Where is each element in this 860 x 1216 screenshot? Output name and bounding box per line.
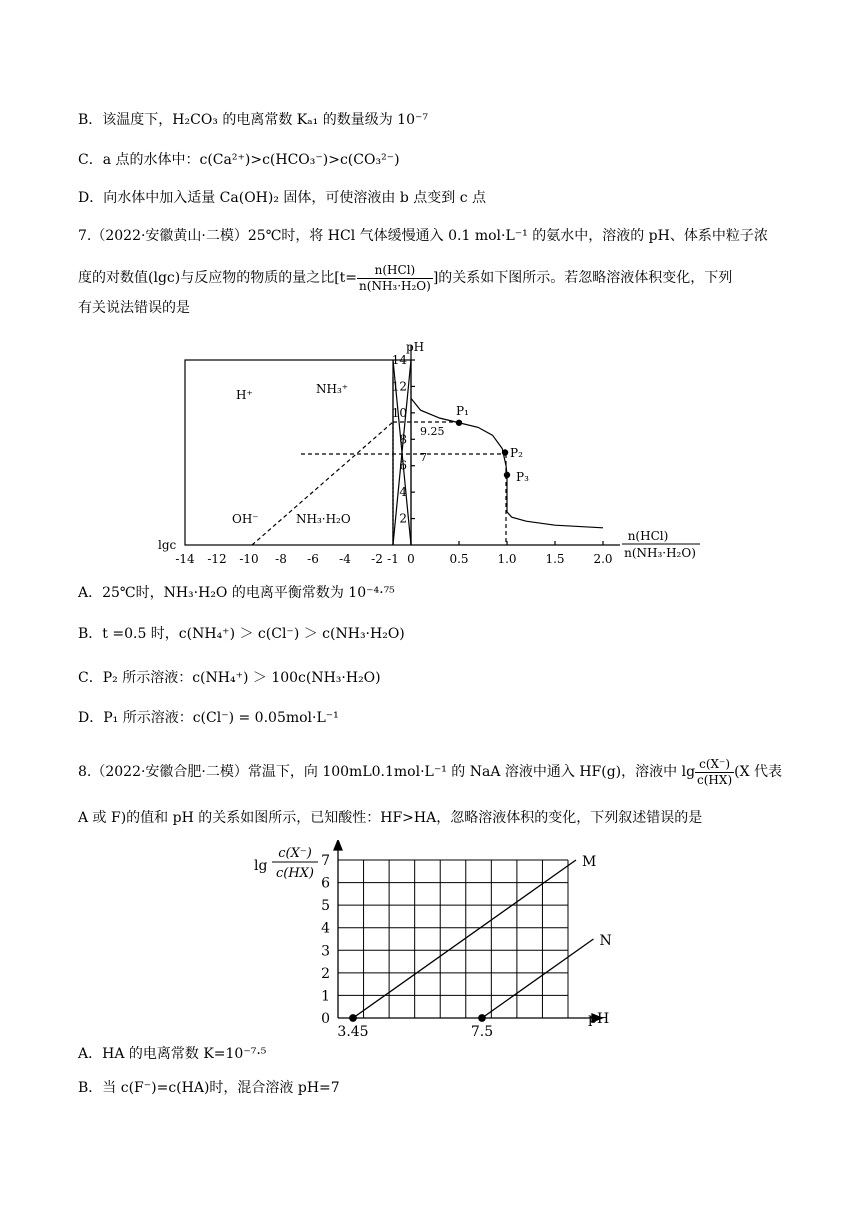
x-tick-left: -1 <box>387 552 399 565</box>
y-tick: 4 <box>321 920 330 937</box>
series-line-N <box>482 939 593 1018</box>
point-p1-label: P₁ <box>456 404 469 418</box>
chart1-xlabel-den: n(NH₃·H₂O) <box>624 546 696 560</box>
q7-frac-den: n(NH₃·H₂O) <box>359 278 431 293</box>
q6-option-b: B．该温度下，H₂CO₃ 的电离常数 Kₐ₁ 的数量级为 10⁻⁷ <box>78 112 428 128</box>
q8-stem-line1 <box>78 752 782 792</box>
y-tick: 2 <box>399 511 407 526</box>
chart1-ylabel: pH <box>406 340 425 354</box>
chart2-ylabel-num: c(X⁻) <box>278 846 312 861</box>
chart2-ylabel-lg: lg <box>254 858 268 874</box>
q8-ratio-fraction <box>695 757 734 788</box>
q7-stem-line2 <box>78 258 732 298</box>
chart1-xlabel-num: n(HCl) <box>627 529 669 543</box>
chart1-lgc-label: lgc <box>158 538 177 552</box>
species-oh-label: OH⁻ <box>232 512 259 526</box>
y-tick: 6 <box>399 458 407 473</box>
annot-7: 7 <box>420 451 427 464</box>
q7-ratio-fraction <box>357 263 433 294</box>
x-tick-left: -8 <box>275 552 287 565</box>
q8-option-b: B．当 c(F⁻)=c(HA)时，混合溶液 pH=7 <box>78 1080 340 1096</box>
x-tick-left: -12 <box>207 552 227 565</box>
y-tick: 12 <box>391 379 407 394</box>
y-tick: 3 <box>321 943 330 960</box>
x-tick: 3.45 <box>337 1024 369 1040</box>
q6-option-c: C．a 点的水体中：c(Ca²⁺)>c(HCO₃⁻)>c(CO₃²⁻) <box>78 152 400 168</box>
species-nh4-label: NH₃⁺ <box>316 382 349 396</box>
y-tick: 6 <box>321 875 330 892</box>
q8-stem-text-b: (X 代表 <box>734 764 783 780</box>
q7-stem-line3: 有关说法错误的是 <box>78 300 190 316</box>
series-label-M: M <box>581 854 597 870</box>
y-tick: 5 <box>321 898 330 915</box>
q6-option-d: D．向水体中加入适量 Ca(OH)₂ 固体，可使溶液由 b 点变到 c 点 <box>78 190 487 206</box>
q7-stem-text-b: ]的关系如下图所示。若忽略溶液体积变化，下列 <box>432 270 733 286</box>
y-tick: 2 <box>321 965 330 982</box>
q8-frac-num: c(X⁻) <box>699 756 731 771</box>
q8-option-a: A．HA 的电离常数 K=10⁻⁷·⁵ <box>78 1046 267 1062</box>
x-tick-right: 2.0 <box>593 552 613 565</box>
x-tick-right: 1.0 <box>497 552 517 565</box>
y-tick: 0 <box>321 1011 330 1027</box>
x-tick-right: 1.5 <box>545 552 565 565</box>
q8-stem-line2: A 或 F)的值和 pH 的关系如图所示，已知酸性：HF>HA，忽略溶液体积的变化，下列叙述错误的是 <box>78 810 703 826</box>
nh3h2o-dashed-line <box>252 422 393 545</box>
q7-stem-line1: 7.（2022·安徽黄山·二模）25℃时，将 HCl 气体缓慢通入 0.1 mol·L⁻¹ 的氨水中，溶液的 pH、体系中粒子浓 <box>78 228 768 244</box>
y-tick: 10 <box>391 405 407 420</box>
q8-stem-text-a: 8.（2022·安徽合肥·二模）常温下，向 100mL0.1mol·L⁻¹ 的 NaA 溶液中通入 HF(g)，溶液中 lg <box>78 764 696 780</box>
x-tick-right: 0 <box>407 552 415 565</box>
q7-option-c: C．P₂ 所示溶液：c(NH₄⁺) ＞ 100c(NH₃·H₂O) <box>78 670 381 686</box>
ph-titration-curve <box>411 398 603 527</box>
species-nh3h2o-label: NH₃·H₂O <box>296 512 351 526</box>
q7-frac-num: n(HCl) <box>374 262 416 277</box>
point-p2-label: P₂ <box>510 446 523 460</box>
x-tick-left: -10 <box>239 552 259 565</box>
y-tick: 8 <box>399 432 407 447</box>
y-tick: 1 <box>321 988 330 1005</box>
point-p3-label: P₃ <box>516 470 529 484</box>
annot-925: 9.25 <box>420 425 445 438</box>
q7-stem-text-a: 度的对数值(lgc)与反应物的物质的量之比[t= <box>78 270 358 286</box>
series-start-point-N <box>479 1015 485 1021</box>
point-p1 <box>456 420 461 425</box>
point-p2 <box>502 450 507 455</box>
x-tick-left: -14 <box>175 552 195 565</box>
q7-option-d: D．P₁ 所示溶液：c(Cl⁻) = 0.05mol·L⁻¹ <box>78 710 339 726</box>
series-label-N: N <box>599 933 612 949</box>
x-tick-left: -4 <box>339 552 351 565</box>
y-tick: 14 <box>391 353 407 367</box>
series-start-point-M <box>350 1015 356 1021</box>
x-tick-right: 0.5 <box>449 552 469 565</box>
chart2-lg-ratio-ph <box>250 840 630 1040</box>
q8-frac-den: c(HX) <box>697 772 733 787</box>
point-p3 <box>504 472 509 477</box>
q7-option-b: B．t =0.5 时，c(NH₄⁺) ＞ c(Cl⁻) ＞ c(NH₃·H₂O) <box>78 626 405 642</box>
x-tick: 7.5 <box>470 1024 494 1040</box>
chart2-xlabel: pH <box>588 1011 610 1027</box>
y-tick: 7 <box>321 853 330 869</box>
species-h-label: H⁺ <box>236 388 253 402</box>
q7-option-a: A．25℃时，NH₃·H₂O 的电离平衡常数为 10⁻⁴·⁷⁵ <box>78 585 395 601</box>
x-tick-left: -2 <box>371 552 383 565</box>
chart2-ylabel-den: c(HX) <box>275 866 315 881</box>
y-tick: 4 <box>399 485 407 500</box>
chart1-ph-lgc-diagram <box>150 335 710 565</box>
x-tick-left: -6 <box>307 552 319 565</box>
